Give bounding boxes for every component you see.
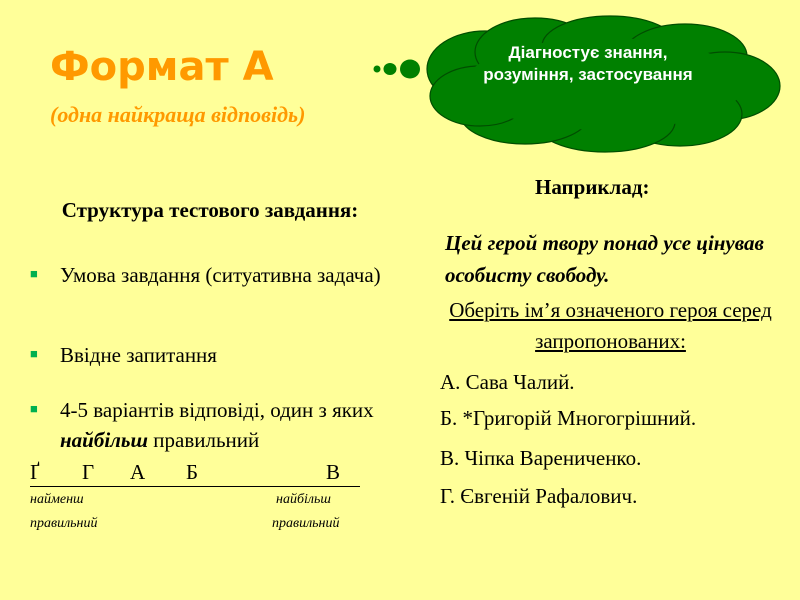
scale-letter: В	[326, 460, 341, 484]
example-question: Оберіть ім’я означеного героя серед запропонованих:	[449, 298, 772, 353]
square-bullet-icon: ■	[30, 346, 38, 361]
bullet-text: Умова завдання (ситуативна задача)	[60, 263, 381, 287]
scale-right-label: найбільш	[276, 492, 331, 507]
scale-left-label: найменш	[30, 492, 84, 507]
bullet-text-part: правильний	[148, 428, 260, 452]
example-heading: Наприклад:	[535, 175, 650, 199]
scale-right-label: правильний	[272, 516, 340, 531]
scale-letter: А	[130, 460, 146, 484]
bullet-text	[60, 395, 400, 455]
slide-subtitle: (одна найкраща відповідь)	[50, 102, 306, 127]
square-bullet-icon: ■	[30, 401, 38, 416]
slide-title: Формат А	[50, 44, 274, 90]
scale-letter: Ґ	[30, 460, 40, 484]
bullet-emphasis: найбільш	[60, 428, 149, 452]
answer-option: Б. *Григорій Многогрішний.	[440, 406, 697, 430]
example-stem: Цей герой твору понад усе цінував особисту свободу.	[445, 231, 764, 287]
bullet-item	[30, 395, 400, 455]
answer-scale-line	[30, 458, 360, 487]
answer-option: Г. Євгеній Рафалович.	[440, 484, 638, 508]
bullet-text-part: 4-5 варіантів відповіді, один з яких	[60, 398, 374, 422]
cloud-callout-text: Діагностує знання, розуміння, застосування	[483, 43, 693, 84]
thought-bubbles-icon	[370, 58, 430, 88]
answer-option: А. Сава Чалий.	[440, 370, 575, 394]
bullet-text: Ввідне запитання	[60, 343, 217, 367]
scale-letter: Б	[186, 460, 199, 484]
scale-letter: Г	[82, 460, 95, 484]
structure-heading: Структура тестового завдання:	[61, 198, 359, 222]
bullet-item	[30, 260, 400, 290]
answer-option: В. Чіпка Варениченко.	[440, 446, 642, 470]
scale-left-label: правильний	[30, 516, 98, 531]
square-bullet-icon: ■	[30, 266, 38, 281]
bullet-item	[30, 340, 400, 370]
